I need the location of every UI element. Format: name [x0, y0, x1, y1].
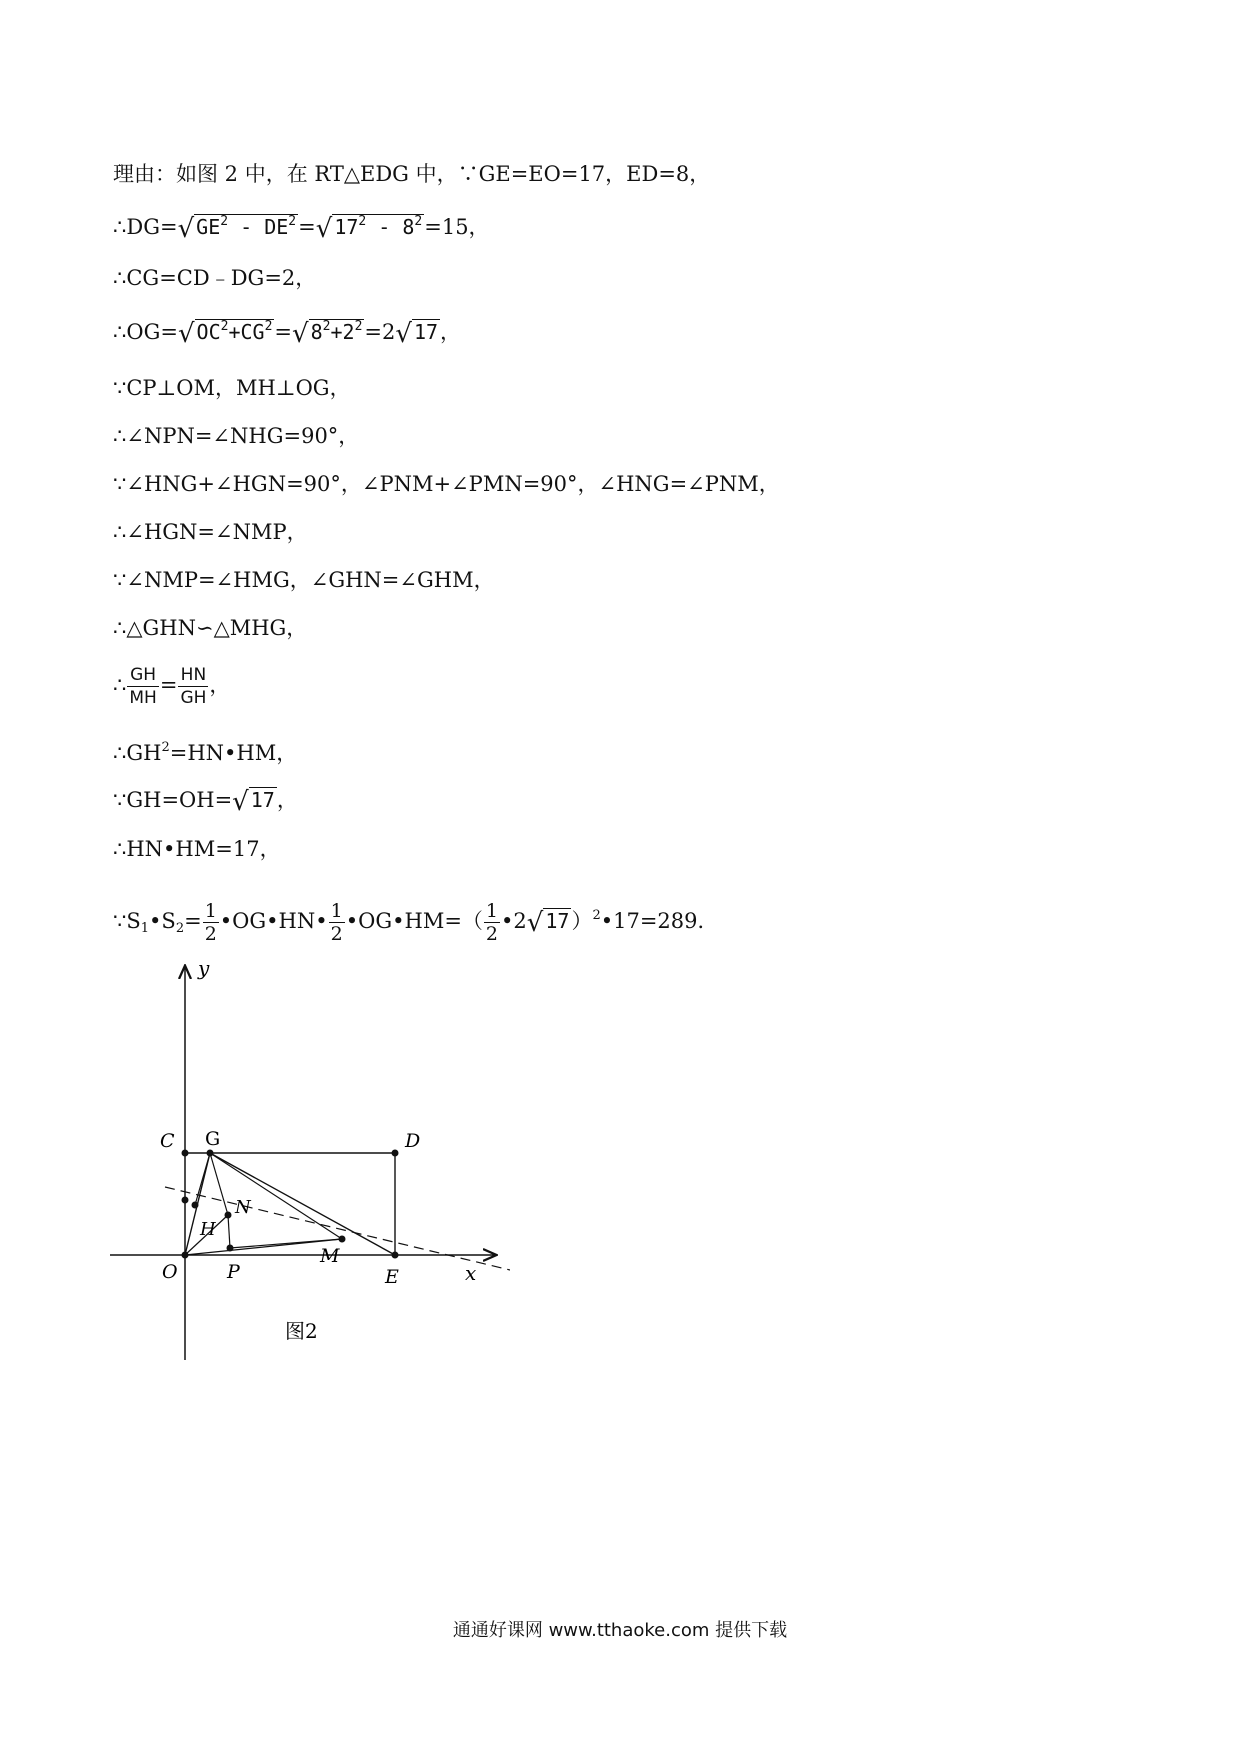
sqrt-17-8: √ $17^2 - 8^2$	[315, 214, 423, 244]
label-g: G	[205, 1128, 221, 1150]
label-h: H	[200, 1219, 216, 1240]
point-e	[392, 1252, 399, 1259]
cg-line: ∴CG=CD﹣DG=2，	[113, 266, 317, 290]
point-p	[227, 1245, 234, 1252]
segment-gh	[195, 1153, 210, 1205]
geometry-figure	[110, 955, 510, 1360]
hn-hm-line: ∴HN•HM=17，	[113, 837, 281, 861]
sqrt-17-c: √ 17	[526, 908, 570, 938]
footer-credit: 通通好课网 www.tthaoke.com 提供下载	[452, 1620, 788, 1641]
label-d: D	[405, 1130, 421, 1152]
fraction-half-2: $\frac{1}{2}$	[330, 900, 343, 945]
gh-squared-line: $\therefore GH^2=HN•HM$，	[113, 740, 298, 765]
fraction-gh-mh: $\frac{GH}{MH}$	[129, 665, 157, 708]
segment-gm	[210, 1153, 342, 1239]
dg-prefix: ∴DG=	[113, 215, 178, 239]
label-e: E	[385, 1266, 399, 1288]
point-axis-intersect	[182, 1197, 189, 1204]
fraction-hn-gh: $\frac{HN}{GH}$	[180, 665, 207, 708]
sqrt-17: √ 17	[395, 319, 439, 349]
label-o: O	[162, 1261, 178, 1283]
point-c	[182, 1150, 189, 1157]
figure-caption: 图2	[285, 1319, 318, 1343]
label-n: N	[235, 1197, 251, 1218]
og-formula: ∴OG=√ $OC^2+CG^2=√$ $8^2+2^2=2√$ 17，	[113, 319, 462, 349]
point-h	[192, 1202, 199, 1209]
label-y: y	[198, 956, 210, 980]
dg-formula: ∴DG=√ $GE^2 - DE^2=√$ $17^2 - 8^2=15$，	[113, 214, 490, 244]
sqrt-8-2: √ $8^2+2^2$	[292, 319, 363, 349]
point-o	[182, 1252, 189, 1259]
angle-sum-line: ∵∠HNG+∠HGN=90°，∠PNM+∠PMN=90°，∠HNG=∠PNM，	[113, 472, 780, 496]
point-d	[392, 1150, 399, 1157]
label-p: P	[227, 1261, 240, 1283]
fraction-half-1: $\frac{1}{2}$	[204, 900, 217, 945]
point-g	[207, 1150, 214, 1157]
right-angle-line: ∴∠NPN=∠NHG=90°，	[113, 424, 360, 448]
sqrt-ge-de: √ $GE^2 - DE^2$	[177, 214, 297, 244]
perpendicular-line: ∵CP⊥OM，MH⊥OG，	[113, 376, 351, 400]
angle-equal-line-2: ∵∠NMP=∠HMG，∠GHN=∠GHM，	[113, 568, 495, 592]
segment-np	[228, 1215, 230, 1248]
similar-triangles-line: ∴△GHN∽△MHG，	[113, 616, 308, 640]
sqrt-oc-cg: √ $OC^2+CG^2$	[177, 319, 273, 349]
point-n	[225, 1212, 232, 1219]
label-c: C	[160, 1130, 175, 1152]
reason-line: 理由：如图 2 中，在 RT△EDG 中，∵GE=EO=17，ED=8，	[113, 162, 711, 186]
point-m	[339, 1236, 346, 1243]
angle-equal-line: ∴∠HGN=∠NMP，	[113, 520, 308, 544]
label-m: M	[320, 1245, 340, 1267]
sqrt-17-b: √ 17	[232, 787, 275, 817]
area-product-line: $\because S_1•S_2=$ $\frac{1}{2}$ •OG•HN• $\frac{1}{2}$ •OG•HM=（ $\frac{1}{2}$ •2√ 17）$^2$•17=289．	[113, 900, 719, 945]
ratio-line: ∴ $\frac{GH}{MH}$ = $\frac{HN}{GH}$ ，	[113, 665, 231, 708]
label-x: x	[465, 1261, 477, 1285]
gh-oh-line: ∵GH=OH=√ 17，	[113, 787, 298, 817]
fraction-half-3: $\frac{1}{2}$	[485, 900, 499, 945]
